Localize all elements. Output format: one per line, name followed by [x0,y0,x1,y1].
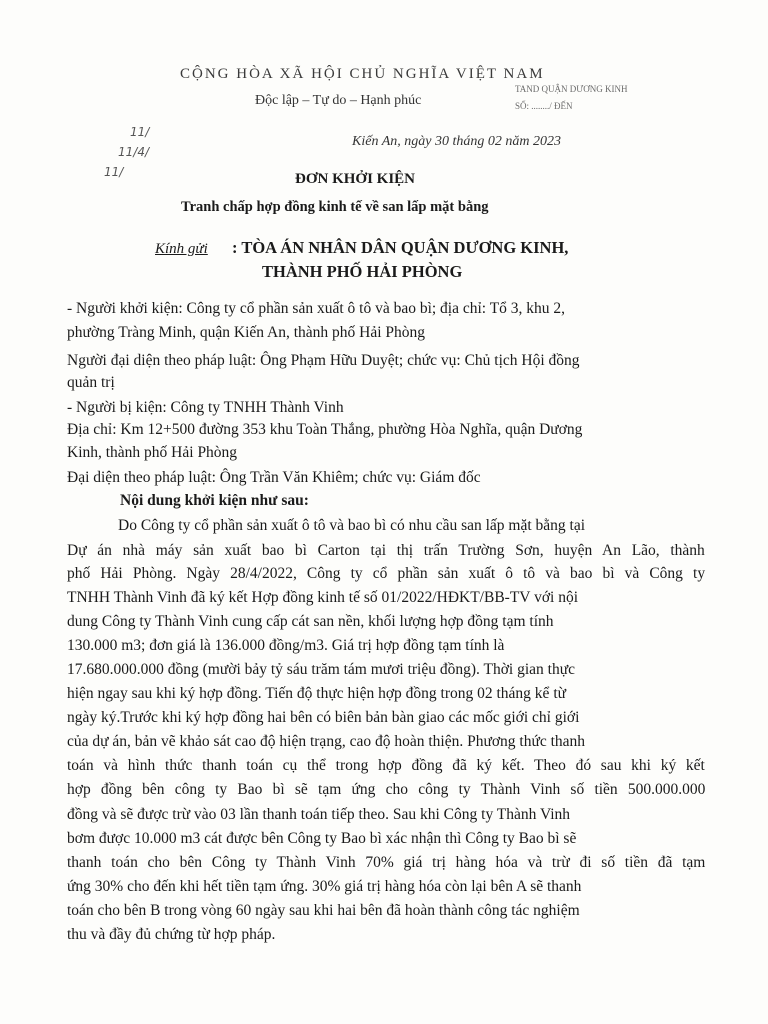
body-line: Đại diện theo pháp luật: Ông Trần Văn Khiêm; chức vụ: Giám đốc [67,469,481,486]
body-line: bơm được 10.000 m3 cát được bên Công ty Bao bì xác nhận thì Công ty Bao bì sẽ [67,830,577,847]
body-line: Do Công ty cổ phần sản xuất ô tô và bao bì có nhu cầu san lấp mặt bằng tại [118,517,586,534]
body-line: 130.000 m3; đơn giá là 136.000 đồng/m3. Giá trị hợp đồng tạm tính là [67,637,505,654]
date-line: Kiến An, ngày 30 tháng 02 năm 2023 [352,134,561,149]
body-line: phố Hải Phòng. Ngày 28/4/2022, Công ty cổ phần sản xuất ô tô và bao bì và Công ty [67,565,706,582]
body-line: hiện ngay sau khi ký hợp đồng. Tiến độ thực hiện hợp đồng trong 02 tháng kể từ [67,685,567,702]
section-heading: Nội dung khởi kiện như sau: [120,492,309,509]
court-stamp-line-2: SỐ: ......../ ĐẾN [515,101,573,111]
margin-note: 11/4/ [118,145,149,159]
body-line: Kinh, thành phố Hải Phòng [67,444,238,461]
body-line: của dự án, bản vẽ khảo sát cao độ hiện trạng, cao độ hoàn thiện. Phương thức thanh [67,733,586,750]
document-title: ĐƠN KHỞI KIỆN [295,171,416,187]
body-line: toán và hình thức thanh toán cụ thể trong hợp đồng đã ký kết. Theo đó sau khi ký kết [67,757,705,774]
body-line: 17.680.000.000 đồng (mười bảy tỷ sáu trăm tám mươi triệu đồng). Thời gian thực [67,661,575,678]
national-title: CỘNG HÒA XÃ HỘI CHỦ NGHĨA VIỆT NAM [180,66,545,82]
body-line: ứng 30% cho đến khi hết tiền tạm ứng. 30% giá trị hàng hóa còn lại bên A sẽ thanh [67,878,582,895]
body-line: quản trị [67,374,115,391]
addressee-label: Kính gửi [155,241,208,257]
body-line: - Người bị kiện: Công ty TNHH Thành Vinh [67,399,344,416]
body-line: hợp đồng bên công ty Bao bì sẽ tạm ứng cho công ty Thành Vinh số tiền 500.000.000 [67,781,706,798]
body-line: đồng và sẽ được trừ vào 03 lần thanh toán tiếp theo. Sau khi Công ty Thành Vinh [67,806,571,823]
document-subtitle: Tranh chấp hợp đồng kinh tế về san lấp mặt bằng [181,199,489,215]
body-line: dung Công ty Thành Vinh cung cấp cát san nền, khối lượng hợp đồng tạm tính [67,613,554,630]
body-line: toán cho bên B trong vòng 60 ngày sau khi hai bên đã hoàn thành công tác nghiệm [67,902,580,919]
body-line: thanh toán cho bên Công ty Thành Vinh 70% giá trị hàng hóa và trừ đi số tiền đã tạm [67,854,706,871]
body-line: - Người khởi kiện: Công ty cổ phần sản xuất ô tô và bao bì; địa chỉ: Tổ 3, khu 2, [67,300,566,317]
body-line: Địa chỉ: Km 12+500 đường 353 khu Toàn Thắng, phường Hòa Nghĩa, quận Dương [67,421,583,438]
margin-note: 11/ [130,125,150,139]
national-motto: Độc lập – Tự do – Hạnh phúc [255,93,422,108]
body-line: ngày ký.Trước khi ký hợp đồng hai bên có biên bản bàn giao các mốc giới chỉ giới [67,709,580,726]
body-line: phường Tràng Minh, quận Kiến An, thành phố Hải Phòng [67,324,426,341]
body-line: thu và đầy đủ chứng từ hợp pháp. [67,926,276,943]
court-stamp-line-1: TAND QUẬN DƯƠNG KINH [515,84,628,94]
body-line: TNHH Thành Vinh đã ký kết Hợp đồng kinh tế số 01/2022/HĐKT/BB-TV với nội [67,589,579,606]
body-line: Dự án nhà máy sản xuất bao bì Carton tại thị trấn Trường Sơn, huyện An Lão, thành [67,542,705,559]
body-line: Người đại diện theo pháp luật: Ông Phạm Hữu Duyệt; chức vụ: Chủ tịch Hội đồng [67,352,580,369]
addressee-line-1: : TÒA ÁN NHÂN DÂN QUẬN DƯƠNG KINH, [232,238,569,257]
margin-note: 11/ [104,165,124,179]
addressee-line-2: THÀNH PHỐ HẢI PHÒNG [262,262,463,281]
